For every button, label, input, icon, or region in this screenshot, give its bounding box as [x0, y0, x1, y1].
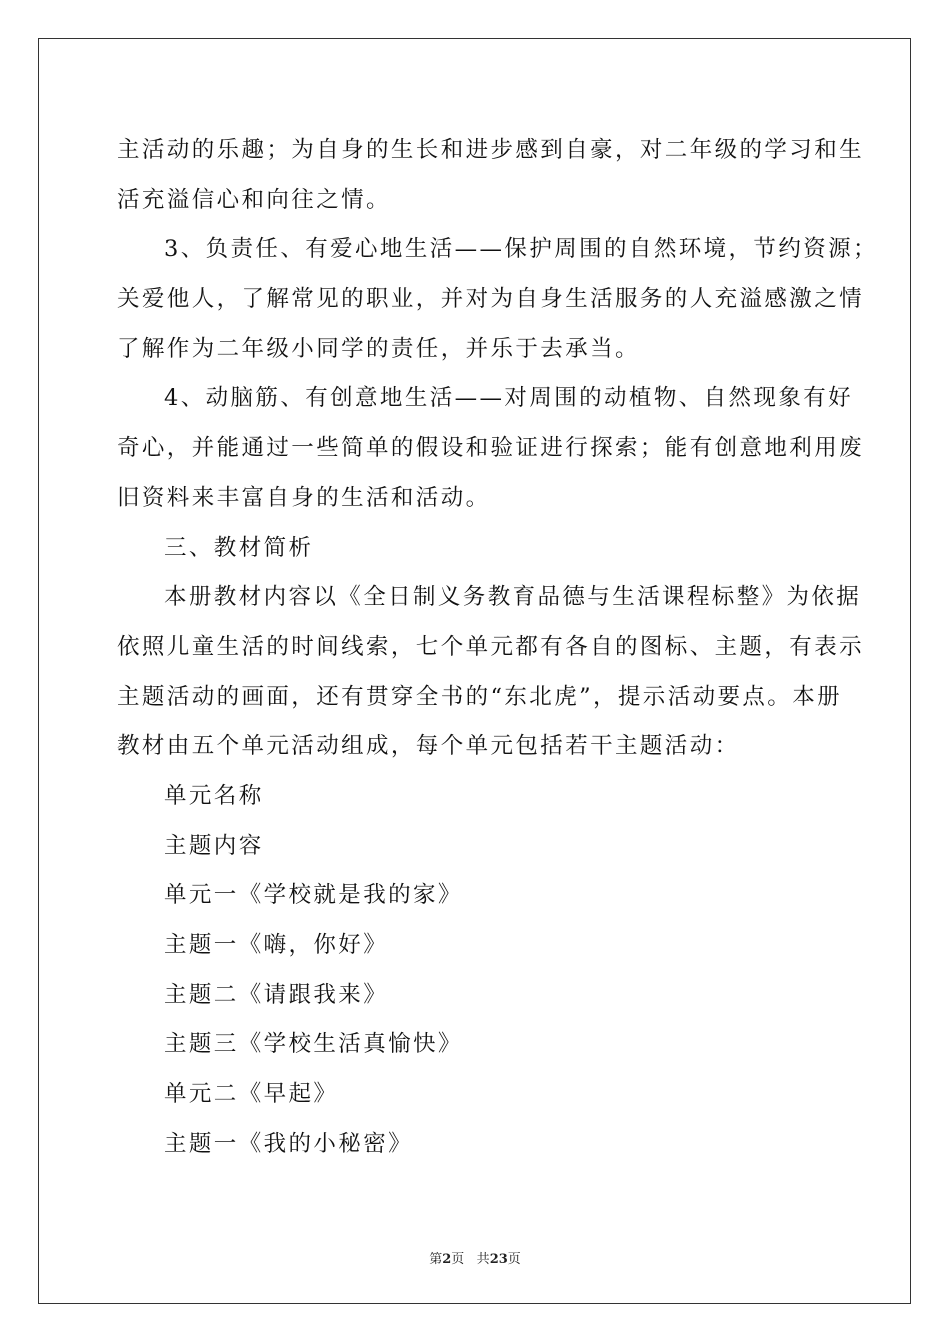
- list-item: 单元二《早起》: [164, 1081, 339, 1108]
- text-line: 旧资料来丰富自身的生活和活动。: [117, 484, 491, 511]
- text-line: 主活动的乐趣；为自身的生长和进步感到自豪，对二年级的学习和生: [117, 137, 865, 163]
- total-page-count: 23: [489, 1252, 508, 1267]
- footer-total-prefix: 共: [476, 1252, 490, 1267]
- current-page-number: 2: [442, 1252, 452, 1267]
- list-item: 单元名称: [164, 782, 264, 809]
- text-line: 主题活动的画面，还有贯穿全书的“东北虎”，提示活动要点。本册: [117, 683, 843, 710]
- text-line: 了解作为二年级小同学的责任，并乐于去承当。: [117, 335, 640, 362]
- footer-prefix: 第: [429, 1252, 443, 1267]
- list-item: 主题内容: [164, 832, 264, 859]
- list-item: 单元一《学校就是我的家》: [164, 882, 463, 909]
- document-body: [117, 126, 878, 1169]
- list-item: 主题三《学校生活真愉快》: [164, 1031, 463, 1058]
- list-item: 主题一《嗨，你好》: [164, 932, 389, 958]
- paragraph-line: 3、负责任、有爱心地生活——保护周围的自然环境，节约资源；: [164, 236, 878, 263]
- list-item: 主题二《请跟我来》: [164, 981, 389, 1008]
- text-line: 教材由五个单元活动组成，每个单元包括若干主题活动：: [117, 733, 740, 760]
- footer-page-suffix: 页: [451, 1252, 465, 1267]
- paragraph-line: 本册教材内容以《全日制义务教育品德与生活课程标整》为依据: [164, 584, 862, 611]
- text-line: 活充溢信心和向往之情。: [117, 186, 391, 213]
- text-line: 奇心，并能通过一些简单的假设和验证进行探索；能有创意地利用废: [117, 435, 865, 462]
- paragraph-line: 4、动脑筋、有创意地生活——对周围的动植物、自然现象有好: [164, 385, 854, 412]
- page-footer: [0, 1248, 950, 1267]
- list-item: 主题一《我的小秘密》: [164, 1130, 414, 1157]
- footer-total-suffix: 页: [507, 1252, 521, 1267]
- text-line: 关爱他人，了解常见的职业，并对为自身生活服务的人充溢感激之情: [117, 286, 865, 313]
- section-heading: 三、教材简析: [164, 534, 314, 561]
- text-line: 依照儿童生活的时间线索，七个单元都有各自的图标、主题，有表示: [117, 633, 865, 660]
